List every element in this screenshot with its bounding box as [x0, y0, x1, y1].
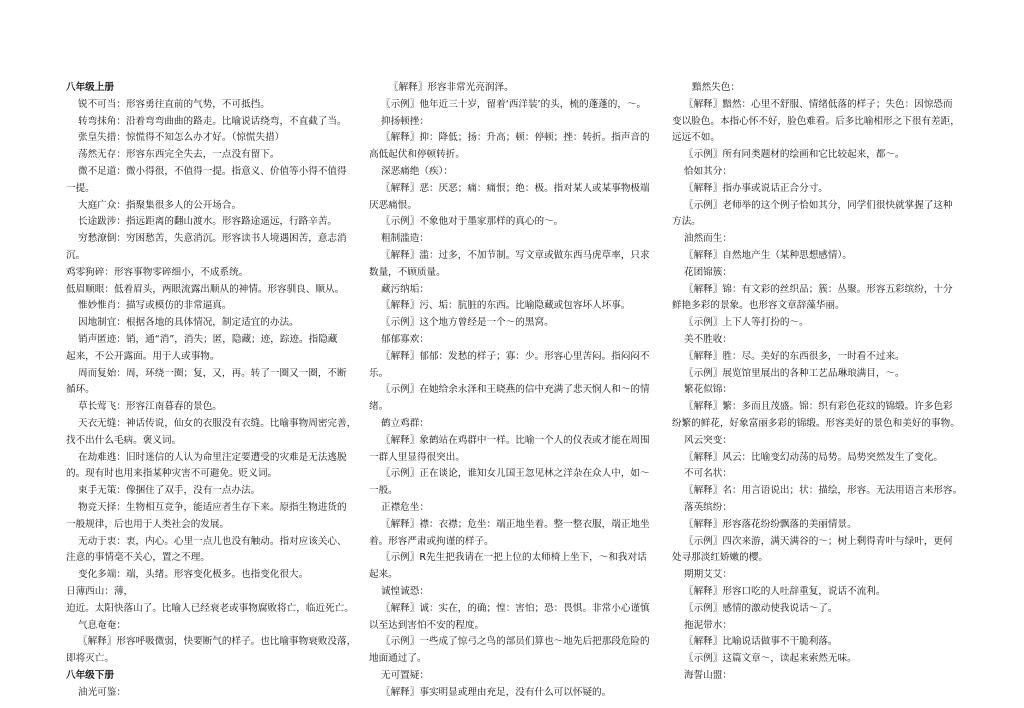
text-line: 油光可鉴： — [78, 686, 126, 698]
text-line: 的。现有时也用来指某种灾害不可避免。贬义词。 — [66, 468, 278, 480]
text-line: 繁花似锦： — [684, 384, 732, 396]
text-line: 〖示例〗一些成了惊弓之鸟的部员们算也～地先后把那段危险的 — [381, 636, 650, 648]
text-line: 深恶痛绝（疾）： — [381, 165, 453, 177]
text-line: 〖解释〗污、垢：肮脏的东西。比喻隐藏或包容坏人坏事。 — [381, 300, 631, 312]
text-line: 绪。 — [369, 401, 389, 413]
text-line: 〖解释〗诚：实在，的确；惶：害怕；恐：畏惧。非常小心谨慎 — [381, 602, 650, 614]
text-line: 以至达到害怕不安的程度。 — [369, 619, 485, 631]
text-line: 不可名状： — [684, 468, 732, 480]
text-line: 〖解释〗形容呼吸微弱，快要断气的样子。也比喻事物衰败没落， — [78, 636, 357, 648]
text-line: 天衣无缝：神话传说，仙女的衣服没有衣缝。比喻事物周密完善， — [78, 417, 357, 429]
text-line: 处寻那淡红娇嫩的樱。 — [672, 552, 768, 564]
text-line: 〖示例〗四次来游，满天满谷的～；树上剩得青叶与绿叶，更何 — [684, 535, 953, 547]
section-heading: 八年级下册 — [66, 669, 114, 681]
text-line: 海誓山盟： — [684, 669, 732, 681]
text-line: 一般规律，后也用于人类社会的发展。 — [66, 518, 230, 530]
text-line: 〖解释〗比喻说话做事不干脆利落。 — [684, 636, 838, 648]
text-line: 起来。 — [369, 569, 398, 581]
text-line: 〖示例〗正在谈论，谁知女儿国王忽见林之洋杂在众人中，如～ — [381, 468, 650, 480]
text-line: 穷愁潦倒：穷困愁苦，失意消沉。形容读书人境遇困苦，意志消 — [78, 233, 347, 245]
text-line: 诚惶诚恐： — [381, 585, 429, 597]
text-line: 一群人里显得很突出。 — [369, 451, 465, 463]
text-line: 油然而生： — [684, 233, 732, 245]
text-line: 转弯抹角：沿着弯弯曲曲的路走。比喻说话绕弯，不直截了当。 — [78, 115, 347, 127]
text-line: 循环。 — [66, 384, 95, 396]
text-line: 惟妙惟肖：描写或模仿的非常逼真。 — [78, 300, 232, 312]
text-line: 〖解释〗恶：厌恶；痛：痛恨；绝：极。指对某人或某事物极端 — [381, 182, 650, 194]
text-line: 〖解释〗形容口吃的人吐辞重复，说话不流利。 — [684, 585, 886, 597]
text-line: 〖示例〗在她给余永泽和王晓燕的信中充满了悲天悯人和～的情 — [381, 384, 650, 396]
text-line: 无可置疑： — [381, 669, 429, 681]
text-line: 物竞天择：生物相互竞争，能适应者生存下来。原指生物进货的 — [78, 501, 347, 513]
text-line: 〖示例〗展览馆里展出的各种工艺品琳琅满目，～。 — [684, 367, 905, 379]
section-heading: 八年级上册 — [66, 82, 114, 93]
text-line: 〖解释〗郁郁：发愁的样子；寡：少。形容心里苦闷。指闷闷不 — [381, 350, 650, 362]
text-line: 〖解释〗事实明显或理由充足，没有什么可以怀疑的。 — [381, 686, 612, 698]
text-line: 锐不可当：形容勇往直前的气势，不可抵挡。 — [78, 98, 270, 110]
text-line: 〖解释〗锦：有文彩的丝织品；簇：丛聚。形容五彩缤纷，十分 — [684, 283, 953, 295]
text-line: 周而复始：周，环绕一圈；复，又，再。转了一圈又一圈，不断 — [78, 367, 347, 379]
text-column-left — [66, 80, 358, 701]
text-line: 〖解释〗抑：降低；扬：升高；顿：停顿；挫：转折。指声音的 — [381, 132, 650, 144]
text-line: 〖解释〗风云：比喻变幻动荡的局势。局势突然发生了变化。 — [684, 451, 944, 463]
text-line: 鹤立鸡群： — [381, 417, 429, 429]
text-line: 变以脸色。本指心怀不好，脸色难看。后多比喻相形之下很有差距， — [672, 115, 960, 127]
text-line: 抑扬顿挫： — [381, 115, 429, 127]
text-line: 迫近。太阳快落山了。比喻人已经衰老或事物腐败将亡，临近死亡。 — [66, 602, 354, 614]
text-line: 〖解释〗象鹤站在鸡群中一样。比喻一个人的仪表或才能在周围 — [381, 434, 650, 446]
text-line: 数量，不顾质量。 — [369, 266, 446, 278]
text-line: 〖示例〗感情的激动使我说话～了。 — [684, 602, 838, 614]
text-line: 远远不如。 — [672, 132, 720, 144]
text-line: 厌恶痛恨。 — [369, 199, 417, 211]
text-line: 微不足道：微小得很，不值得一提。指意义、价值等小得不值得 — [78, 165, 347, 177]
text-line: 气息奄奄： — [78, 619, 126, 631]
text-line: 注意的事情毫不关心，置之不理。 — [66, 552, 210, 564]
text-line: 一般。 — [369, 485, 398, 497]
text-line: 鲜艳多彩的景象。也形容文章辞藻华丽。 — [672, 300, 845, 312]
text-column-middle — [369, 80, 661, 701]
text-line: 方法。 — [672, 216, 701, 228]
text-line: 〖示例〗所有同类题材的绘画和它比较起来，都～。 — [684, 149, 905, 161]
text-line: 荡然无存：形容东西完全失去，一点没有留下。 — [78, 149, 280, 161]
text-line: 大庭广众：指聚集很多人的公开场合。 — [78, 199, 242, 211]
text-line: 〖解释〗自然地产生（某种思想感情）。 — [684, 249, 852, 261]
text-column-right — [672, 80, 964, 685]
text-line: 长途跋涉：指远距离的翻山渡水。形容路途遥远，行路辛苦。 — [78, 216, 338, 228]
text-line: 鸡零狗碎：形容事物零碎细小，不成系统。 — [66, 266, 249, 278]
text-line: 在劫难逃：旧时迷信的人认为命里注定要遭受的灾难是无法逃脱 — [78, 451, 347, 463]
text-line: 〖解释〗繁：多而且茂盛。锦：织有彩色花纹的锦缎。许多色彩 — [684, 401, 953, 413]
text-line: 纷繁的鲜花，好象富丽多彩的锦缎。形容美好的景色和美好的事物。 — [672, 417, 960, 429]
text-line: 乐。 — [369, 367, 389, 379]
text-line: 藏污纳垢： — [381, 283, 429, 295]
text-line: 一提。 — [66, 182, 95, 194]
text-line: 找不出什么毛病。褒义词。 — [66, 434, 182, 446]
text-line: 〖解释〗形容落花纷纷飘落的美丽情景。 — [684, 518, 857, 530]
text-line: 地面通过了。 — [369, 653, 427, 665]
text-line: 无动于衷：衷，内心。心里一点儿也没有触动。指对应该关心、 — [78, 535, 347, 547]
text-line: 〖示例〗不象他对于墨家那样的真心的～。 — [381, 216, 564, 228]
text-line: 〖解释〗形容非常光亮润泽。 — [389, 82, 514, 93]
text-line: 〖示例〗上下人等打扮的～。 — [684, 317, 809, 329]
text-line: 高低起伏和停顿转折。 — [369, 149, 465, 161]
text-line: 〖示例〗R先生把我请在一把上位的太师椅上坐下，～和我对话 — [381, 552, 647, 564]
text-line: 低眉顺眼：低着眉头，两眼流露出顺从的神情。形容驯良、顺从。 — [66, 283, 345, 295]
text-line: 〖解释〗黯然：心里不舒服、情绪低落的样子；失色：因惊恐而 — [684, 98, 953, 110]
text-line: 风云突变： — [684, 434, 732, 446]
text-line: 〖解释〗滥：过多，不加节制。写文章或做东西马虎草率，只求 — [381, 249, 650, 261]
text-line: 即将灭亡。 — [66, 653, 114, 665]
text-line: 〖解释〗名：用言语说出；状：描绘，形容。无法用语言来形容。 — [684, 485, 963, 497]
text-line: 拖泥带水： — [684, 619, 732, 631]
text-line: 因地制宜：根据各地的具体情况，制定适宜的办法。 — [78, 317, 299, 329]
text-line: 〖示例〗这篇文章～，读起来索然无味。 — [684, 653, 857, 665]
text-line: 美不胜收： — [684, 333, 732, 345]
text-line: 着。形容严肃或拘谨的样子。 — [369, 535, 494, 547]
text-line: 花团锦簇： — [684, 266, 732, 278]
text-line: 期期艾艾： — [684, 569, 732, 581]
text-line: 草长莺飞：形容江南暮春的景色。 — [78, 401, 222, 413]
text-line: 变化多端：端，头绪。形容变化极多。也指变化很大。 — [78, 569, 309, 581]
text-line: 郁郁寡欢： — [381, 333, 429, 345]
text-line: 正襟危坐： — [381, 501, 429, 513]
text-line: 〖示例〗这个地方曾经是一个～的黑窝。 — [381, 317, 554, 329]
text-line: 〖解释〗胜：尽。美好的东西很多，一时看不过来。 — [684, 350, 905, 362]
text-line: 起来，不公开露面。用于人或事物。 — [66, 350, 220, 362]
text-line: 日薄西山：薄， — [66, 585, 134, 597]
text-line: 销声匿迹：销，通“消”，消失；匿，隐藏；迹，踪迹。指隐藏 — [78, 333, 338, 345]
text-line: 粗制滥造： — [381, 233, 429, 245]
text-line: 〖示例〗老师举的这个例子恰如其分，同学们很快就掌握了这种 — [684, 199, 953, 211]
text-line: 〖示例〗他年近三十岁，留着‘西洋装’的头，梳的蓬蓬的，～。 — [381, 98, 647, 110]
text-line: 沉。 — [66, 249, 86, 261]
text-line: 〖解释〗指办事或说话正合分寸。 — [684, 182, 828, 194]
text-line: 黯然失色： — [692, 82, 740, 93]
text-line: 落英缤纷： — [684, 501, 732, 513]
text-line: 束手无策：像捆住了双手，没有一点办法。 — [78, 485, 261, 497]
text-line: 张皇失措：惊慌得不知怎么办才好。（惊慌失措） — [78, 132, 285, 144]
text-line: 〖解释〗襟：衣襟；危坐：端正地坐着。整一整衣服，端正地坐 — [381, 518, 650, 530]
text-line: 恰如其分： — [684, 165, 732, 177]
